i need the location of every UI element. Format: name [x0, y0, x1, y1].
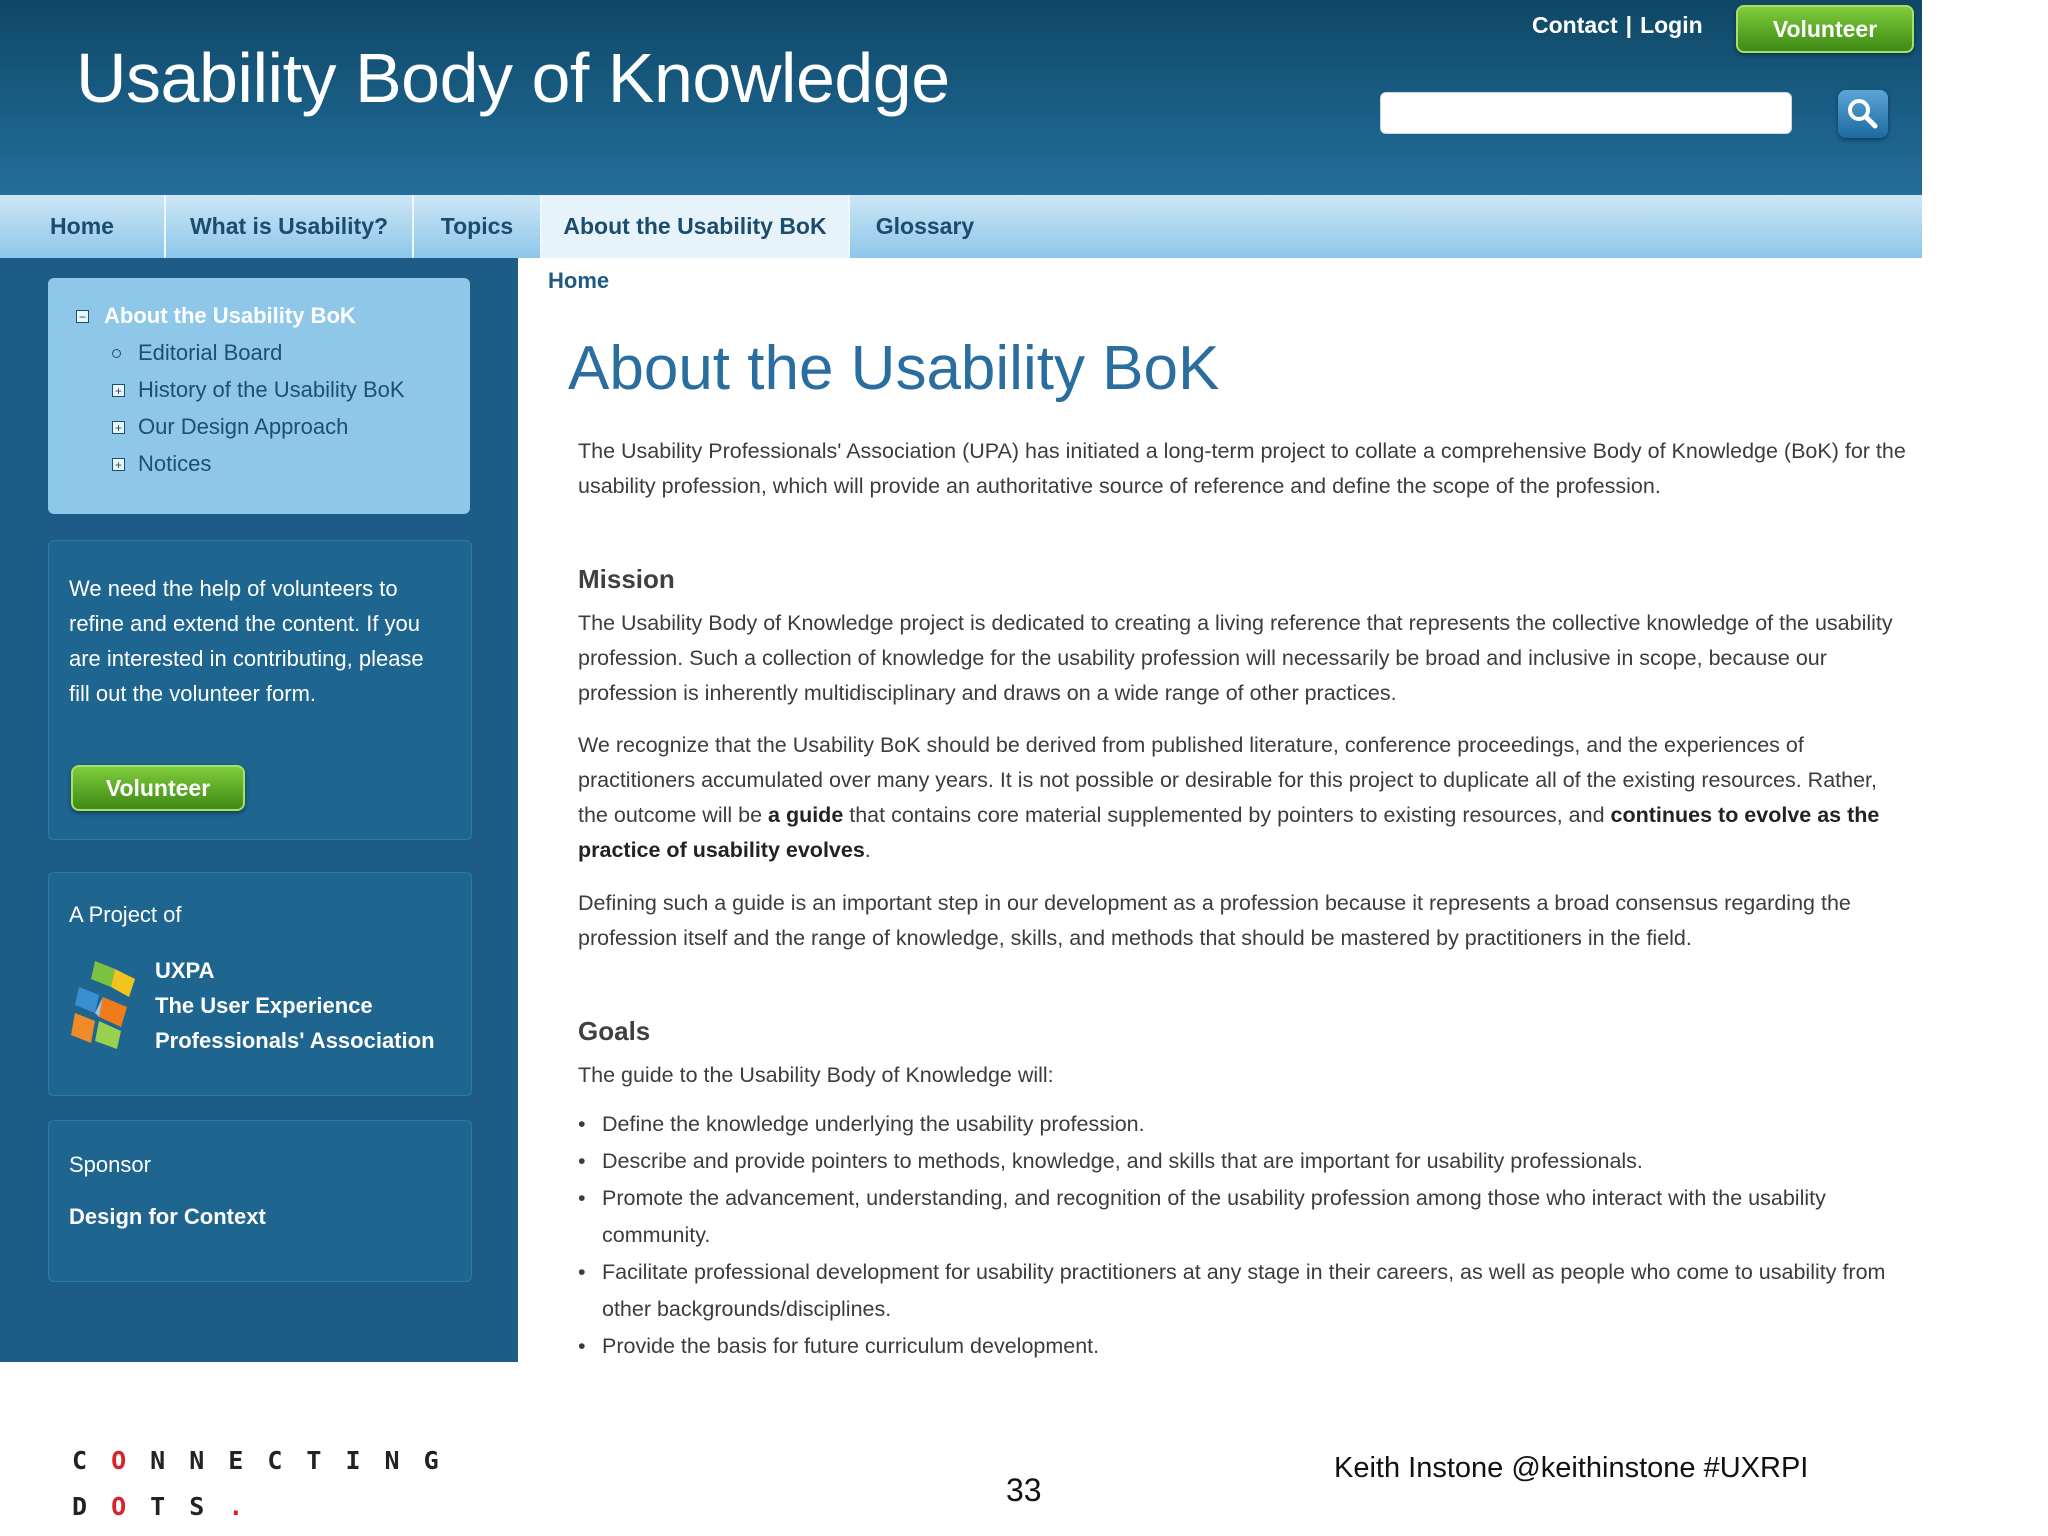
logo-letter: O	[111, 1446, 151, 1475]
goal-item: • Promote the advancement, understanding, and recognition of the usability profession among those who interact with the usability community.	[578, 1180, 1908, 1254]
project-box	[48, 872, 472, 1096]
goal-item: • Facilitate professional development for usability practitioners at any stage in their careers, as well as people who come to usability from other backgrounds/disciplines.	[578, 1254, 1908, 1328]
link-separator: |	[1625, 12, 1633, 38]
site-header	[0, 0, 1922, 195]
bold-text: continues to evolve as the practice of usability evolves	[578, 803, 1880, 862]
page-title: About the Usability BoK	[568, 334, 1220, 403]
mission-paragraph-3: Defining such a guide is an important step in our development as a profession because it represents a broad consensus regarding the profession itself and the range of knowledge, skills, and methods that should be mastered by practitioners in the field.	[578, 891, 1851, 950]
collapse-icon[interactable]: −	[76, 310, 89, 323]
expand-icon[interactable]: +	[112, 458, 125, 471]
logo-letter: D	[72, 1492, 112, 1521]
mission-paragraph-2	[578, 728, 1908, 868]
tab-home[interactable]: Home	[0, 195, 166, 258]
text-run: .	[864, 838, 871, 862]
org-line: UXPA	[155, 958, 215, 983]
goals-list	[578, 1106, 1908, 1362]
tab-what-is-usability[interactable]: What is Usability?	[166, 195, 414, 258]
sidebar-nav-tree	[48, 278, 470, 514]
org-line: The User Experience	[155, 993, 373, 1018]
project-heading: A Project of	[69, 902, 182, 927]
text-run: We recognize that the Usability BoK should be derived from published literature, conference proceedings, and the experiences of practitioners accumulated over many years. It is not possible or desirable for this project to duplicate all of the existing resources. Rather, the outcome will be	[578, 733, 1877, 827]
mission-heading: Mission	[578, 564, 675, 594]
text-run: that contains core material supplemented by pointers to existing resources, and	[843, 803, 1611, 827]
logo-letter: S	[189, 1492, 229, 1521]
search-button[interactable]	[1838, 90, 1888, 138]
logo-row-2	[72, 1484, 463, 1530]
volunteer-text	[69, 571, 469, 711]
volunteer-text-line: We need the help of volunteers to	[69, 576, 398, 601]
search-input[interactable]	[1380, 92, 1792, 134]
expand-icon[interactable]: +	[112, 421, 125, 434]
logo-letter: I	[345, 1446, 385, 1475]
slide-number: 33	[1006, 1472, 1042, 1508]
uxpa-logo-icon[interactable]	[69, 957, 141, 1051]
breadcrumb[interactable]: Home	[548, 268, 610, 293]
volunteer-button-sidebar[interactable]: Volunteer	[71, 765, 245, 811]
logo-letter: N	[384, 1446, 424, 1475]
volunteer-text-line: fill out the volunteer form.	[69, 681, 317, 706]
sponsor-box	[48, 1120, 472, 1282]
sponsor-heading: Sponsor	[69, 1152, 151, 1177]
mission-paragraph-1: The Usability Body of Knowledge project is dedicated to creating a living reference that represents the collective knowledge of the usability profession. Such a collection of knowledge for the usability profession will necessarily be broad and inclusive in scope, because our profession is inherently multidisciplinary and draws on a wide range of other practices.	[578, 611, 1893, 705]
tree-item-notices[interactable]: Notices	[138, 451, 212, 476]
logo-letter: T	[306, 1446, 346, 1475]
tree-item-history[interactable]: History of the Usability BoK	[138, 377, 405, 402]
magnifier-icon	[1838, 90, 1888, 138]
logo-row-1	[72, 1438, 463, 1484]
tree-item-editorial-board[interactable]: Editorial Board	[138, 340, 283, 365]
top-links	[1532, 12, 1703, 39]
goal-item: • Define the knowledge underlying the usability profession.	[578, 1106, 1908, 1143]
tree-title[interactable]: About the Usability BoK	[104, 303, 356, 328]
logo-letter: O	[111, 1492, 151, 1521]
intro-paragraph: The Usability Professionals' Association (UPA) has initiated a long-term project to collate a comprehensive Body of Knowledge (BoK) for the usability profession, which will provide an authoritative source of reference and define the scope of the profession.	[578, 439, 1906, 498]
tab-about-the-usability-bok[interactable]: About the Usability BoK	[542, 195, 850, 258]
connecting-dots-logo	[72, 1438, 463, 1530]
volunteer-text-line: refine and extend the content. If you	[69, 611, 421, 636]
logo-letter: T	[150, 1492, 190, 1521]
logo-letter: N	[189, 1446, 229, 1475]
logo-letter: G	[423, 1446, 463, 1475]
logo-letter: C	[72, 1446, 112, 1475]
volunteer-text-line: are interested in contributing, please	[69, 646, 424, 671]
sidebar	[0, 258, 518, 1362]
logo-letter: C	[267, 1446, 307, 1475]
site-title: Usability Body of Knowledge	[76, 39, 950, 117]
expand-icon[interactable]: +	[112, 384, 125, 397]
org-line: Professionals' Association	[155, 1028, 435, 1053]
main-nav	[0, 195, 1922, 258]
slide-credit: Keith Instone @keithinstone #UXRPI	[1334, 1452, 1809, 1484]
goal-item: • Describe and provide pointers to methods, knowledge, and skills that are important for usability professionals.	[578, 1143, 1908, 1180]
sponsor-link[interactable]: Design for Context	[69, 1204, 266, 1229]
login-link[interactable]: Login	[1640, 12, 1703, 38]
tab-glossary[interactable]: Glossary	[875, 213, 975, 239]
project-org-name[interactable]	[155, 953, 435, 1058]
logo-letter: N	[150, 1446, 190, 1475]
volunteer-button-header[interactable]: Volunteer	[1736, 5, 1914, 53]
leaf-bullet-icon	[112, 349, 121, 358]
contact-link[interactable]: Contact	[1532, 12, 1618, 38]
logo-letter: .	[228, 1492, 268, 1521]
logo-letter: E	[228, 1446, 268, 1475]
bold-text: a guide	[768, 803, 844, 827]
goals-heading: Goals	[578, 1016, 651, 1046]
goal-item: • Provide the basis for future curriculum development.	[578, 1328, 1908, 1362]
tree-item-design-approach[interactable]: Our Design Approach	[138, 414, 349, 439]
main-content	[518, 258, 1922, 1362]
goals-intro: The guide to the Usability Body of Knowledge will:	[578, 1063, 1054, 1087]
tab-topics[interactable]: Topics	[414, 195, 542, 258]
volunteer-box	[48, 540, 472, 840]
